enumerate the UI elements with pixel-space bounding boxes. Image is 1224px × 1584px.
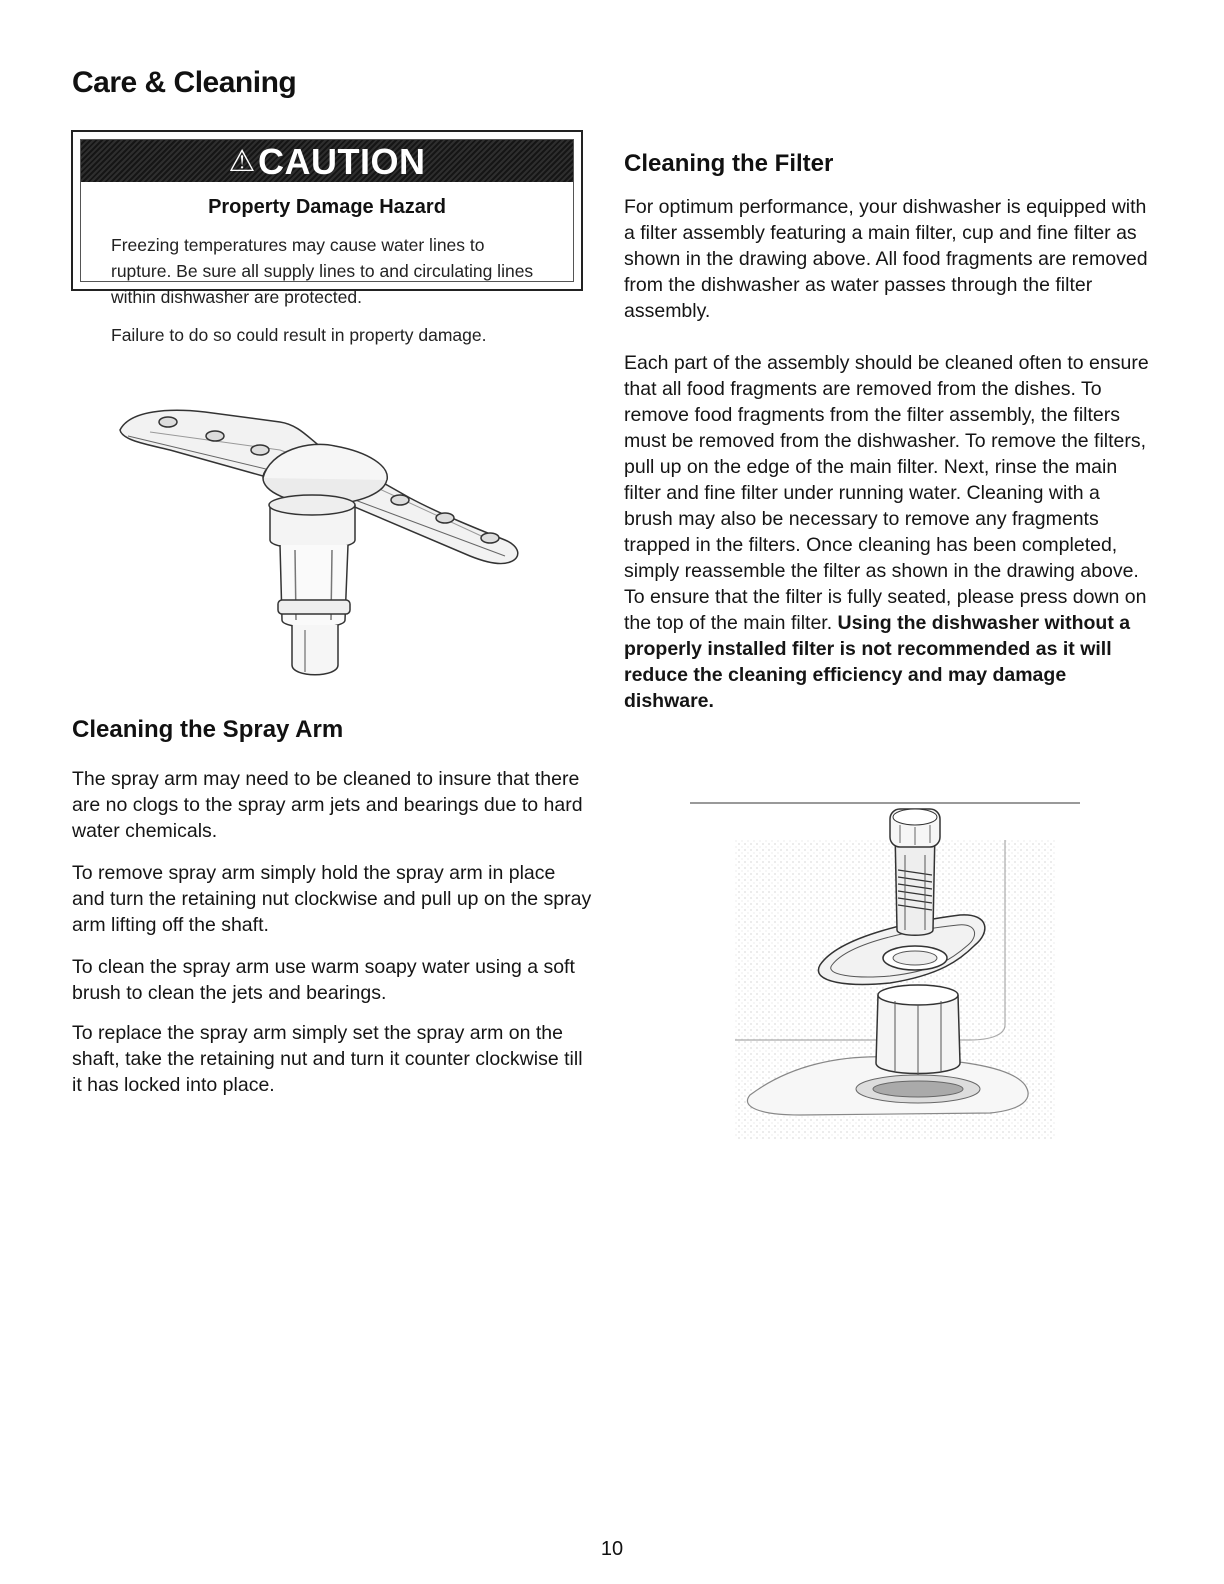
caution-label <box>81 140 573 182</box>
filter-heading: Cleaning the Filter <box>624 150 834 177</box>
hazard-title: Property Damage Hazard <box>208 196 446 218</box>
spray-arm-paragraph: The spray arm may need to be cleaned to insure that there are no clogs to the spray arm jets and bearings due to hard water chemicals. <box>72 768 583 842</box>
spray-arm-paragraph: To clean the spray arm use warm soapy water using a soft brush to clean the jets and bearings. <box>72 956 575 1004</box>
caution-label-text: CAUTION <box>257 141 426 182</box>
caution-inner-frame <box>80 139 574 345</box>
spray-arm-heading: Cleaning the Spray Arm <box>72 716 344 743</box>
spray-arm-paragraph: To remove spray arm simply hold the spray arm in place and turn the retaining nut clockwise and pull up on the spray arm lifting off the shaft. <box>72 862 592 936</box>
warning-triangle-icon: ⚠ <box>228 145 256 178</box>
filter-paragraph <box>624 350 1149 714</box>
filter-paragraph: For optimum performance, your dishwasher is equipped with a filter assembly featuring a main filter, cup and fine filter as shown in the drawing above. All food fragments are removed from the dishwasher as water passes through the filter assembly. <box>624 196 1148 322</box>
filter-paragraph-text: Each part of the assembly should be cleaned often to ensure that all food fragments are removed from the dishes. To remove food fragments from the filter assembly, the filters must be removed from the dishwasher. To remove the filters, pull up on the edge of the main filter. Next, rinse the main filter and fine filter under running water. Cleaning with a brush may also be necessary to remove any fragments trapped in the filters. Once cleaning has been completed, simply reassemble the filter as shown in the drawing above. To ensure that the filter is fully seated, please press down on the top of the main filter. <box>624 352 1149 634</box>
caution-box <box>71 130 583 345</box>
filter-assembly-illustration <box>690 795 1080 1145</box>
spray-arm-illustration <box>110 300 550 690</box>
page-number: 10 <box>600 1538 624 1560</box>
caution-paragraph: Failure to do so could result in property damage. <box>111 325 487 345</box>
page-title: Care & Cleaning <box>72 66 297 99</box>
caution-paragraph: Freezing temperatures may cause water lines to rupture. Be sure all supply lines to and circulating lines within dishwasher are protected. <box>111 235 534 307</box>
spray-arm-paragraph: To replace the spray arm simply set the spray arm on the shaft, take the retaining nut and turn it counter clockwise till it has locked into place. <box>72 1022 583 1096</box>
filter-warning-bold: Using the dishwasher without a properly installed filter is not recommended as it will reduce the cleaning efficiency and may damage dishware. <box>624 612 1131 712</box>
